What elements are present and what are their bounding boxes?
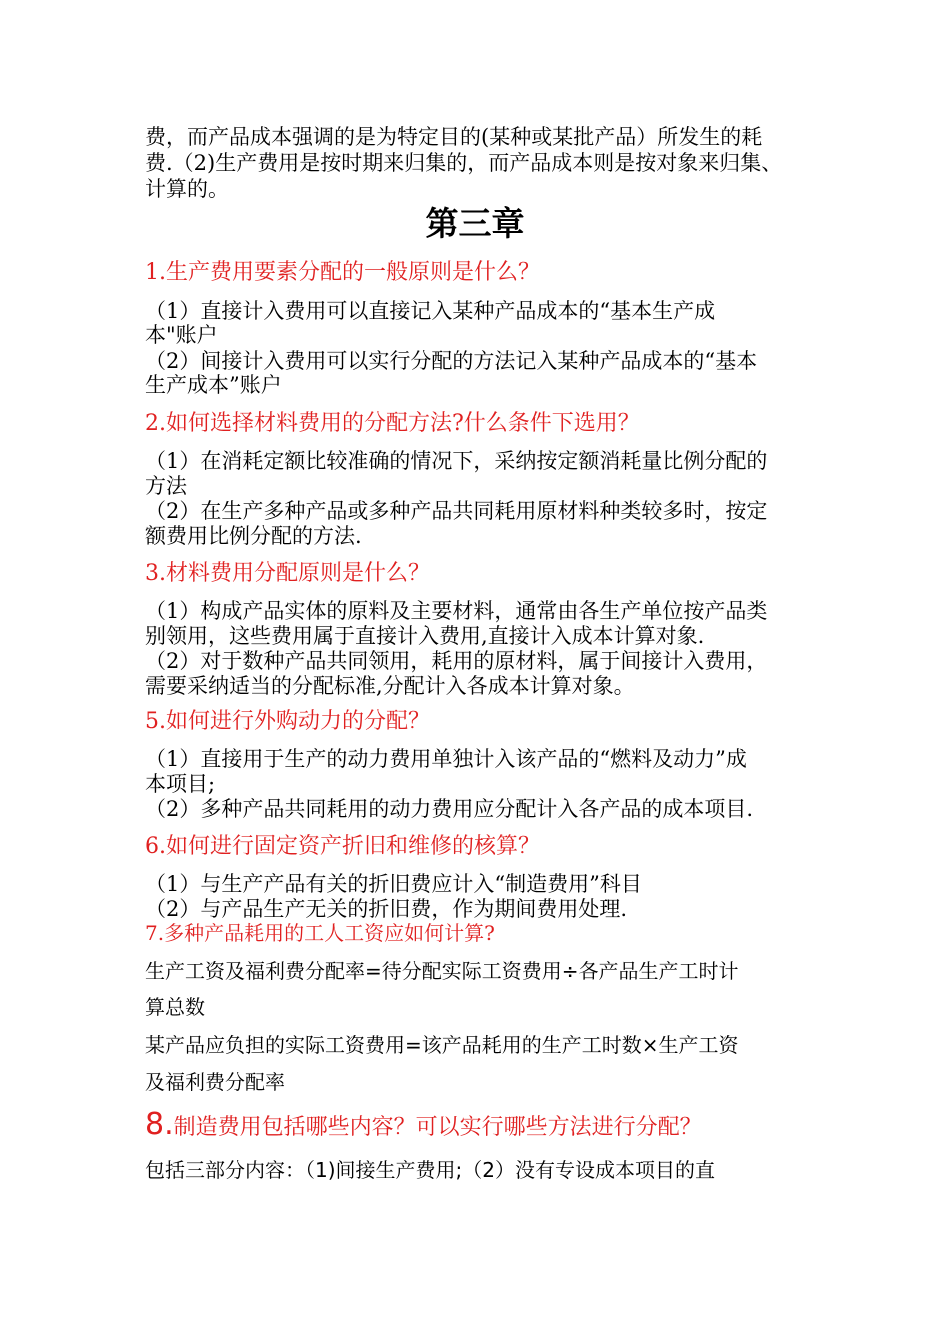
answer-5-line-3: （2）多种产品共同耗用的动力费用应分配计入各产品的成本项目. xyxy=(145,797,754,821)
chapter-title: 第三章 xyxy=(425,204,525,243)
question-3: 3.材料费用分配原则是什么？ xyxy=(145,561,430,586)
answer-7-line-2: 算总数 xyxy=(145,995,205,1019)
answer-2-line-4: 额费用比例分配的方法. xyxy=(145,524,362,548)
answer-8-line-1: 包括三部分内容：（1)间接生产费用;（2）没有专设成本项目的直 xyxy=(145,1158,715,1182)
answer-2-line-1: （1）在消耗定额比较准确的情况下，采纳按定额消耗量比例分配的 xyxy=(145,449,768,473)
answer-2-line-3: （2）在生产多种产品或多种产品共同耗用原材料种类较多时，按定 xyxy=(145,499,768,523)
answer-1-line-2: 本"账户 xyxy=(145,323,218,347)
question-2: 2.如何选择材料费用的分配方法?什么条件下选用？ xyxy=(145,411,640,436)
answer-6-line-1: （1）与生产产品有关的折旧费应计入“制造费用”科目 xyxy=(145,872,642,896)
question-8 xyxy=(145,1108,702,1145)
answer-5-line-2: 本项目; xyxy=(145,772,216,796)
answer-3-line-4: 需要采纳适当的分配标准,分配计入各成本计算对象。 xyxy=(145,674,635,698)
answer-1-line-4: 生产成本”账户 xyxy=(145,373,282,397)
answer-3-line-3: （2）对于数种产品共同领用，耗用的原材料，属于间接计入费用， xyxy=(145,649,768,673)
intro-line-2: 费.（2)生产费用是按时期来归集的，而产品成本则是按对象来归集、 xyxy=(145,151,783,175)
answer-2-line-2: 方法 xyxy=(145,474,187,498)
answer-3-line-1: （1）构成产品实体的原料及主要材料，通常由各生产单位按产品类 xyxy=(145,599,768,623)
question-5: 5.如何进行外购动力的分配？ xyxy=(145,709,430,734)
intro-line-1: 费，而产品成本强调的是为特定目的(某种或某批产品）所发生的耗 xyxy=(145,125,763,149)
question-8-text: 制造费用包括哪些内容？可以实行哪些方法进行分配？ xyxy=(173,1115,702,1140)
answer-7-line-1: 生产工资及福利费分配率=待分配实际工资费用÷各产品生产工时计 xyxy=(145,959,739,983)
question-7: 7.多种产品耗用的工人工资应如何计算? xyxy=(145,921,495,945)
answer-5-line-1: （1）直接用于生产的动力费用单独计入该产品的“燃料及动力”成 xyxy=(145,747,747,771)
question-1: 1.生产费用要素分配的一般原则是什么？ xyxy=(145,260,540,285)
answer-7-line-3: 某产品应负担的实际工资费用=该产品耗用的生产工时数×生产工资 xyxy=(145,1033,739,1057)
answer-1-line-1: （1）直接计入费用可以直接记入某种产品成本的“基本生产成 xyxy=(145,299,716,323)
question-6: 6.如何进行固定资产折旧和维修的核算？ xyxy=(145,834,540,859)
answer-7-line-4: 及福利费分配率 xyxy=(145,1070,285,1094)
intro-line-3: 计算的。 xyxy=(145,177,229,201)
question-8-number: 8. xyxy=(145,1107,174,1142)
answer-6-line-2: （2）与产品生产无关的折旧费，作为期间费用处理. xyxy=(145,897,628,921)
answer-3-line-2: 别领用，这些费用属于直接计入费用,直接计入成本计算对象. xyxy=(145,624,705,648)
answer-1-line-3: （2）间接计入费用可以实行分配的方法记入某种产品成本的“基本 xyxy=(145,349,758,373)
